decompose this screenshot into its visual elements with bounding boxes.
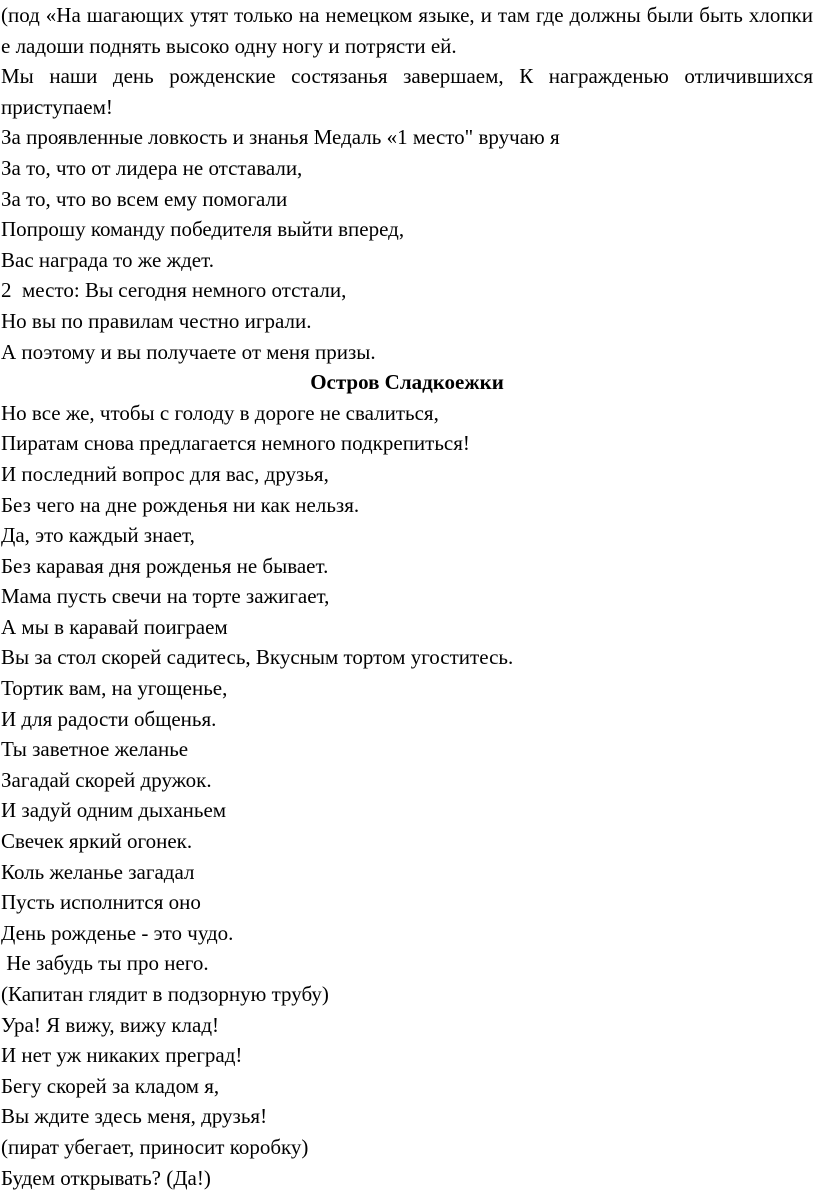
text-line: Попрошу команду победителя выйти вперед, [1, 217, 405, 242]
text-line: Без каравая дня рожденья не бывает. [1, 553, 329, 578]
text-line: 2 место: Вы сегодня немного отстали, [1, 278, 347, 303]
text-line: Мама пусть свечи на торте зажигает, [1, 584, 330, 609]
text-line: А поэтому и вы получаете от меня призы. [1, 339, 376, 364]
text-line: Пусть исполнится оно [1, 890, 201, 915]
section-heading: Остров Сладкоежки [310, 370, 504, 395]
text-line: Тортик вам, на угощенье, [1, 676, 228, 701]
text-line: И для радости общенья. [1, 706, 217, 731]
text-line: За то, что от лидера не отставали, [1, 155, 303, 180]
text-line: День рожденье - это чудо. [1, 920, 234, 945]
text-line: Но все же, чтобы с голоду в дороге не свалиться, [1, 400, 439, 425]
text-line: И последний вопрос для вас, друзья, [1, 461, 329, 486]
text-line: Ура! Я вижу, вижу клад! [1, 1012, 219, 1037]
text-line: Вы ждите здесь меня, друзья! [1, 1104, 268, 1129]
text-line: За то, что во всем ему помогали [1, 186, 288, 211]
text-line: А мы в каравай поиграем [1, 614, 228, 639]
text-line: И нет уж никаких преград! [1, 1043, 243, 1068]
text-line: Без чего на дне рожденья ни как нельзя. [1, 492, 360, 517]
text-line: Ты заветное желанье [1, 737, 189, 762]
text-line: Коль желанье загадал [1, 859, 195, 884]
document-page [1, 0, 813, 1193]
text-line: Вы за стол скорей садитесь, Вкусным тортом угоститесь. [1, 645, 514, 670]
text-line: Будем открывать? (Да!) [1, 1165, 211, 1190]
text-line: Свечек яркий огонек. [1, 829, 193, 854]
text-line: (пират убегает, приносит коробку) [1, 1134, 309, 1159]
text-line: И задуй одним дыханьем [1, 798, 227, 823]
awards-intro-paragraph: Мы наши день рожденские состязанья завершаем, К награжденью отличившихся приступаем! [1, 64, 813, 119]
text-line: За проявленные ловкость и знанья Медаль «1 место" вручаю я [1, 125, 560, 150]
text-line: Пиратам снова предлагается немного подкрепиться! [1, 431, 470, 456]
text-line: Бегу скорей за кладом я, [1, 1073, 220, 1098]
text-line: (Капитан глядит в подзорную трубу) [1, 982, 329, 1006]
text-line: Но вы по правилам честно играли. [1, 308, 312, 333]
text-line: Да, это каждый знает, [1, 523, 195, 548]
stage-direction-paragraph: (под «На шагающих утят только на немецком языке, и там где должны были быть хлопки е ладоши поднять высоко одну ногу и потрясти ей. [1, 3, 813, 58]
text-line: Вас награда то же ждет. [1, 247, 214, 272]
text-line: Не забудь ты про него. [1, 951, 209, 976]
text-line: Загадай скорей дружок. [1, 767, 212, 792]
